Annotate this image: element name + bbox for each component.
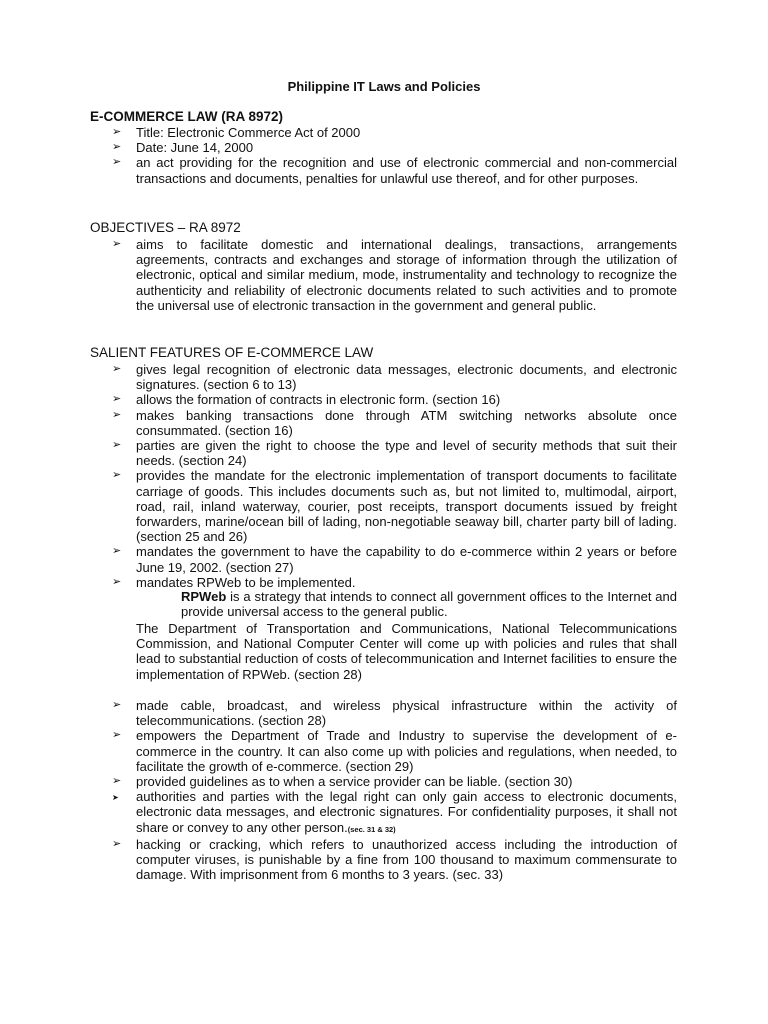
list-item: ➢ parties are given the right to choose the type and level of security methods that suit their needs. (section 24) (112, 438, 677, 469)
list-item: ➢ mandates RPWeb to be implemented. (112, 574, 356, 590)
arrow-bullet-icon: ➢ (112, 141, 122, 154)
arrow-bullet-icon: ➢ (112, 699, 122, 711)
rpweb-term: RPWeb (181, 589, 227, 604)
list-item: ➢ makes banking transactions done through ATM switching networks absolute once consummated. (section 16) (112, 407, 677, 438)
arrow-bullet-icon: ➢ (112, 126, 122, 138)
arrow-bullet-icon: ➢ (112, 575, 122, 588)
list-item: ➢ hacking or cracking, which refers to unauthorized access including the introduction of computer viruses, is punishable by a fine from 100 thousand to maximum commensurate to damage. With imprisonment from 6 months to 3 years. (sec. 33) (112, 836, 677, 883)
document-title: Philippine IT Laws and Policies (287, 79, 481, 94)
arrow-bullet-icon: ➢ (112, 469, 122, 482)
list-item: ➢ provided guidelines as to when a service provider can be liable. (section 30) (112, 774, 573, 790)
salient-features-list-b (112, 698, 677, 882)
list-item: ➢ Date: June 14, 2000 (112, 140, 254, 156)
list-item: ➢ allows the formation of contracts in electronic form. (section 16) (112, 392, 501, 408)
dotc-paragraph: The Department of Transportation and Communications, National Telecommunications Commission, and National Computer Center will come up with policies and rules that shall lead to substantial reduction of costs of telecommunication and Internet facilities to ensure the implementation of RPWeb. (section 28) (136, 621, 677, 682)
list-item: ➢ aims to facilitate domestic and international dealings, transactions, arrangements agreements, contracts and exchanges and storage of information through the utilization of electronic, optical and similar medium, mode, instrumentality and technology to recognize the authenticity and reliability of electronic documents related to such activities and to promote the universal use of electronic transaction in the government and general public. (112, 237, 677, 313)
arrow-bullet-icon: ➢ (112, 238, 122, 250)
arrow-bullet-icon: ➢ (112, 545, 122, 558)
arrow-bullet-icon: ➢ (112, 393, 122, 406)
list-item: ➢ gives legal recognition of electronic data messages, electronic documents, and electronic signatures. (section 6 to 13) (112, 362, 677, 393)
arrow-bullet-icon: ➢ (112, 729, 122, 742)
arrow-bullet-icon: ➢ (112, 837, 122, 850)
list-item: ➢ provides the mandate for the electronic implementation of transport documents to facilitate carriage of goods. This includes documents such as, but not limited to, multimodal, airport, road, rail, inland waterway, courier, post receipts, transport documents issued by freight forwarders, marine/ocean bill of lading, non-negotiable seaway bill, charter party bill of lading. (section 25 and 26) (112, 468, 677, 545)
salient-features-heading: SALIENT FEATURES OF E-COMMERCE LAW (90, 345, 374, 360)
arrow-bullet-icon: ➢ (112, 156, 122, 169)
list-item: ➢ made cable, broadcast, and wireless physical infrastructure within the activity of telecommunications. (section 28) (112, 698, 677, 729)
arrow-bullet-icon: ➢ (112, 439, 122, 452)
list-item: ➤ authorities and parties with the legal right can only gain access to electronic documents, electronic data messages, and electronic signatures. For confidentiality purposes, it shall not share or convey to any other person.(sec. 31 & 32) (112, 789, 677, 835)
arrow-bullet-small-icon: ➤ (112, 793, 119, 803)
rpweb-definition: RPWeb is a strategy that intends to connect all government offices to the Internet and provide universal access to the general public. (181, 589, 677, 620)
objectives-heading: OBJECTIVES – RA 8972 (90, 220, 241, 235)
ecommerce-law-list (112, 125, 677, 186)
list-item: ➢ an act providing for the recognition and use of electronic commercial and non-commercial transactions and documents, penalties for unlawful use thereof, and for other purposes. (112, 155, 677, 186)
ecommerce-law-heading: E-COMMERCE LAW (RA 8972) (90, 109, 284, 124)
arrow-bullet-icon: ➢ (112, 775, 122, 788)
section-reference: (sec. 31 & 32) (347, 824, 396, 834)
list-item: ➢ empowers the Department of Trade and Industry to supervise the development of e-commerce in the country. It can also come up with policies and regulations, when needed, to facilitate the growth of e-commerce. (section 29) (112, 728, 677, 774)
arrow-bullet-icon: ➢ (112, 363, 122, 375)
list-item: ➢ mandates the government to have the capability to do e-commerce within 2 years or before June 19, 2002. (section 27) (112, 544, 677, 575)
list-item: ➢ Title: Electronic Commerce Act of 2000 (112, 125, 361, 140)
objectives-list (112, 237, 677, 313)
arrow-bullet-icon: ➢ (112, 408, 122, 421)
salient-features-list-a (112, 362, 677, 590)
